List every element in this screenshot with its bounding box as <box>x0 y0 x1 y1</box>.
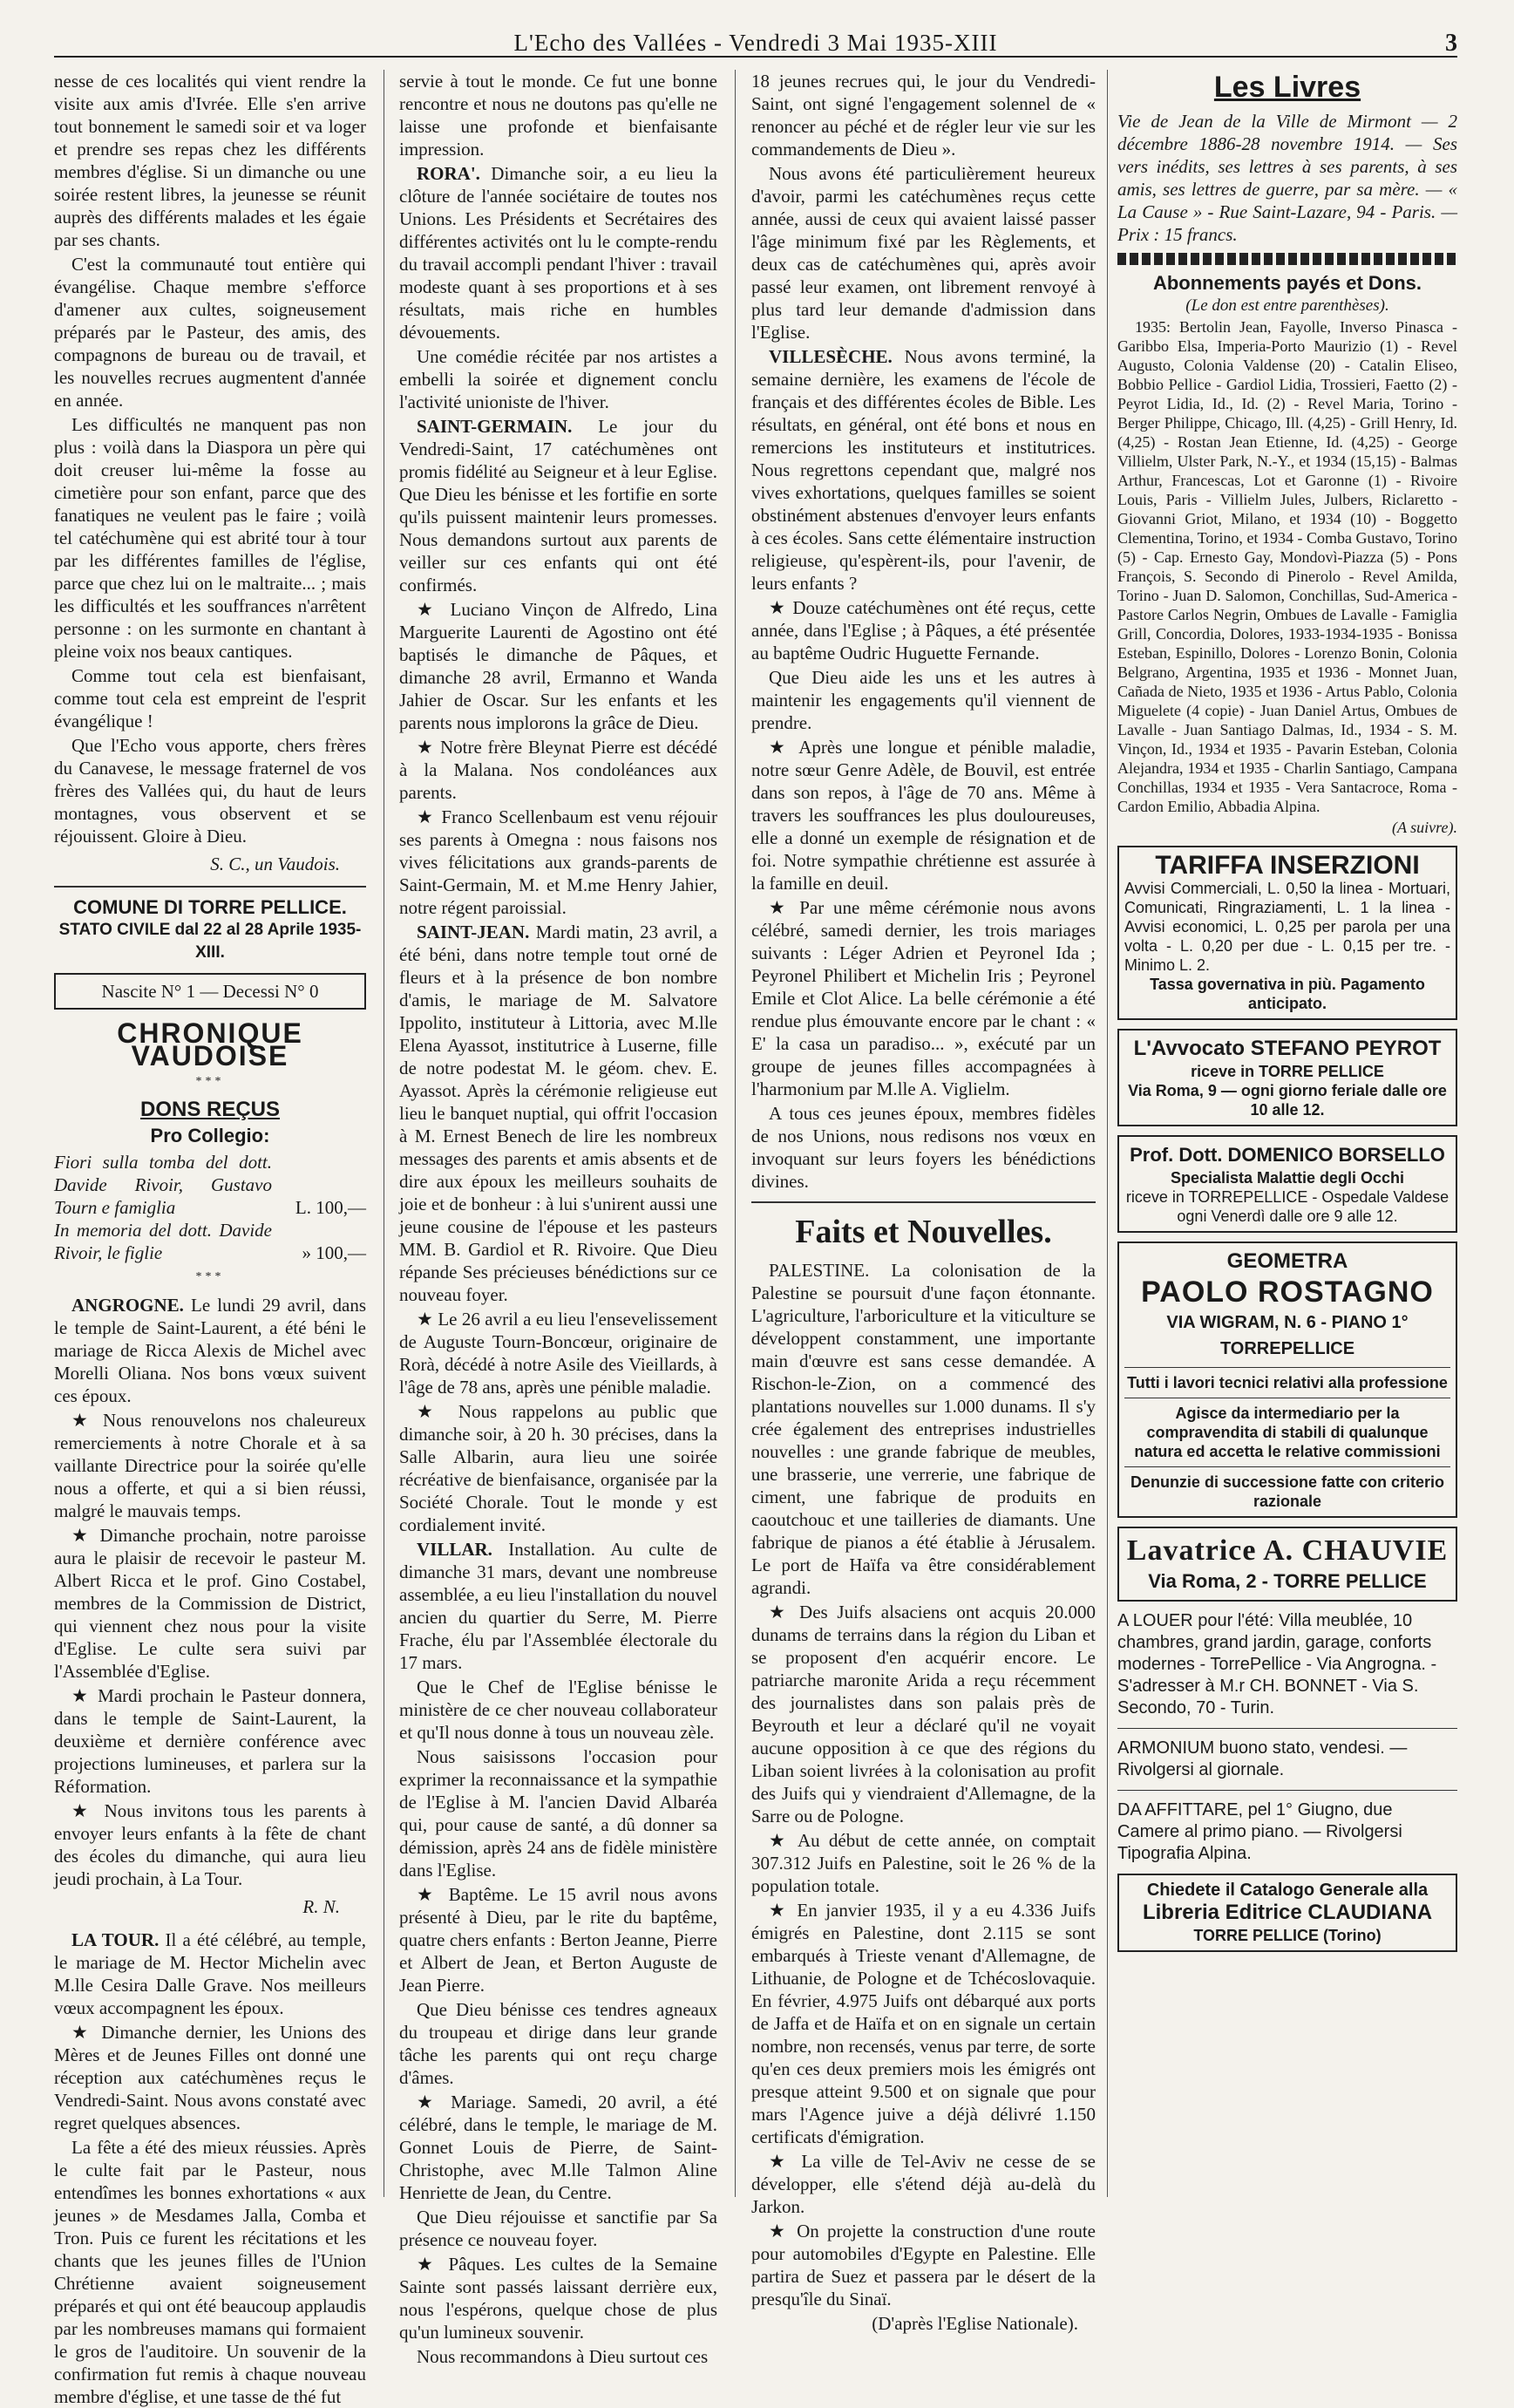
article-paragraph: ★ En janvier 1935, il y a eu 4.336 Juifs émigrés en Palestine, dont 2.115 se sont embarqués à Trieste venant d'Allemagne, de Lithuanie, de Pologne et de Tchécoslovaquie. En février, 4.975 Juifs ont débarqué aux ports de Jaffa et de Haïfa et on en signale un certain nombre, non recensés, venus par terre, de sorte qu'en ces deux premiers mois les émigrés ont presque atteint 9.500 et on signale que pour mars l'Agence juive a déjà délivré 1.150 certificats d'émigration. <box>751 1900 1096 2147</box>
article-paragraph: Les difficultés ne manquent pas non plus : voilà dans la Diaspora un père qui doit creuser lui-même la fosse au cimetière pour son enfant, parce que des fanatiques ne veulent pas le faire ; voilà tel catéchumène qui est abrité tour à tour par les différentes familles de l'église, parce que chez lui on le maltraite... ; mais les difficultés et les souffrances n'arrêtent personne : on les surmonte en chantant à pleine voix nos beaux cantiques. <box>54 414 366 662</box>
ad-title: Prof. Dott. DOMENICO BORSELLO <box>1130 1144 1445 1166</box>
article-paragraph: ★ Dimanche prochain, notre paroisse aura le plaisir de recevoir le pasteur M. Albert Ricca et le prof. Gino Costabel, membres de la Commission de District, qui viennent chez nous pour la visite d'Eglise. Le culte sera suivi par l'Assemblée d'Eglise. <box>54 1525 366 1682</box>
article-paragraph: Nous avons été particulièrement heureux d'avoir, parmi les catéchumènes reçus cette année, aussi de ceux qui avaient laissé passer l'âge minimum fixé par les Règlements, et deux cas de catéchumènes qui, après avoir passé leur examen, ont librement renvoyé à plus tard leur demande d'admission dans l'Eglise. <box>751 163 1096 343</box>
ad-title: Libreria Editrice CLAUDIANA <box>1142 1901 1433 1924</box>
ad-line: Tutti i lavori tecnici relativi alla professione <box>1127 1374 1448 1391</box>
ad-note: Tassa governativa in più. Pagamento anticipato. <box>1150 976 1425 1012</box>
ad-tariffa <box>1117 846 1457 1020</box>
article-paragraph: A tous ces jeunes époux, membres fidèles de nos Unions, nous redisons nos vœux en invoquant sur leurs foyers les bénédictions divines. <box>751 1103 1096 1192</box>
section-lead: SAINT-JEAN. <box>417 922 530 942</box>
faits-title: Faits et Nouvelles. <box>795 1214 1052 1250</box>
article-source: (D'après l'Eglise Nationale). <box>872 2313 1078 2334</box>
article-paragraph: Le jour du Vendredi-Saint, 17 catéchumènes ont promis fidélité au Seigneur et à leur Eglise. Que Dieu les bénisse et les fortifie en sorte qu'ils puissent maintenir leurs promesses. Nous demandons surtout aux parents de veiller sur ces enfants qui ont été confirmés. <box>399 416 717 595</box>
nascite-decessi-box: Nascite N° 1 — Decessi N° 0 <box>54 973 366 1010</box>
article-paragraph: ★ Mariage. Samedi, 20 avril, a été célébré, dans le temple, le mariage de M. Gonnet Louis de Pierre, de Saint-Christophe, avec M.lle Talmon Aline Henriette de Jean, du Centre. <box>399 2092 717 2203</box>
article-paragraph: Le lundi 29 avril, dans le temple de Saint-Laurent, a été béni le mariage de Ricca Alexis de Michel avec Morelli Oliana. Nos bons vœux suivent ces époux. <box>54 1295 367 1406</box>
article-paragraph: Que Dieu réjouisse et sanctifie par Sa présence ce nouveau foyer. <box>399 2207 717 2250</box>
column-divider <box>1107 70 1108 2197</box>
article-paragraph: La fête a été des mieux réussies. Après le culte fait par le Pasteur, nous entendîmes les bonnes exhortations « aux jeunes » de Mesdames Jalla, Comba et Tron. Puis ce furent les récitations et les chants que les jeunes filles de l'Union Chrétienne avaient soigneusement préparés et qui ont été beaucoup applaudis par les nombreuses mamans qui formaient le gros de l'auditoire. Un souvenir de la confirmation fut remis à chaque nouveau membre d'église, et une tasse de thé fut <box>54 2137 366 2407</box>
page-header <box>54 30 1457 58</box>
ad-line: riceve in TORRE PELLICE <box>1191 1063 1384 1080</box>
ornamental-border <box>1117 253 1457 265</box>
ad-line: Denunzie di successione fatte con criterio razionale <box>1130 1473 1445 1510</box>
article-paragraph: ★ Après une longue et pénible maladie, notre sœur Genre Adèle, de Bouvil, est entrée dans son repos, à l'âge de 70 ans. Même à travers les souffrances les plus douloureuses, elle a donné un exemple de résignation et de foi. Notre sympathie chrétienne est assurée à la famille en deuil. <box>751 737 1096 894</box>
article-paragraph: ★ Par une même cérémonie nous avons célébré, samedi dernier, les trois mariages suivants : Léger Adrien et Peyronel Ida ; Peyronel Philibert et Michelin Iris ; Peyronel Emile et Clot Alice. La belle cérémonie a été rendue plus émouvante encore par le chant : « E' la casa un paradiso... », exécuté par un groupe de jeunes filles accompagnées à l'harmonium par M.lle A. Viglielm. <box>751 897 1096 1099</box>
signature: R. N. <box>302 1896 340 1917</box>
section-lead: PALESTINE. <box>769 1260 870 1281</box>
article-paragraph: servie à tout le monde. Ce fut une bonne rencontre et nous ne doutons pas qu'elle ne laisse une profonde et bienfaisante impression. <box>399 71 717 160</box>
ad-line: TORRE PELLICE (Torino) <box>1193 1927 1382 1944</box>
article-paragraph: Que Dieu aide les uns et les autres à maintenir les engagements qu'il viennent de prendre. <box>751 667 1096 733</box>
divider <box>1117 1728 1457 1729</box>
ad-line: Agisce da intermediario per la compravendita di stabili di qualunque natura ed accetta le relative commissioni <box>1134 1405 1441 1460</box>
signature: S. C., un Vaudois. <box>210 854 340 874</box>
article-paragraph: ★ Douze catéchumènes ont été reçus, cette année, dans l'Eglise ; à Pâques, a été présentée au baptême Oudric Huguette Fernande. <box>751 597 1096 663</box>
livres-title: Les Livres <box>1213 71 1361 104</box>
article-paragraph: ★ Nous renouvelons nos chaleureux remerciements à notre Chorale et à sa vaillante Directrice pour la soirée qu'elle nous a offerte, et qui a si bien réussi, malgré le mauvais temps. <box>54 1410 366 1521</box>
don-label: Fiori sulla tomba del dott. Davide Rivoir, Gustavo Tourn e famiglia <box>54 1152 272 1218</box>
article-paragraph: ★ Notre frère Bleynat Pierre est décédé à la Malana. Nos condoléances aux parents. <box>399 737 717 803</box>
article-paragraph: Que le Chef de l'Eglise bénisse le ministère de ce cher nouveau collaborateur et qu'Il nous donne à tous un nouveau zèle. <box>399 1677 717 1743</box>
ad-geometra <box>1117 1241 1457 1518</box>
a-suivre: (A suivre). <box>1392 819 1457 836</box>
article-paragraph: ★ Des Juifs alsaciens ont acquis 20.000 dunams de terrains dans la région du Liban et se proposent d'en acquérir encore. Le patriarche maronite Arida a reçu récemment des journalistes dans son palais près de Beyrouth et leur a déclaré qu'il ne voyait aucune opposition à ce que des régions du Liban soient livrées à la colonisation au profit des Juifs qui y viendraient d'Allemagne, de la Sarre ou de Pologne. <box>751 1602 1096 1826</box>
section-lead: VILLESÈCHE. <box>769 346 893 367</box>
abbonamenti-title: Abonnements payés et Dons. <box>1152 272 1422 294</box>
ad-title: L'Avvocato STEFANO PEYROT <box>1133 1037 1442 1060</box>
don-label: In memoria del dott. Davide Rivoir, le figlie <box>54 1220 272 1263</box>
livres-text: Vie de Jean de la Ville de Mirmont — 2 décembre 1886-28 novembre 1914. — Ses vers inédits, ses lettres à ses parents, à ses amis, ses lettres de guerre, par sa mère. — « La Cause » - Rue Saint-Lazare, 94 - Paris. — Prix : 15 francs. <box>1117 111 1457 245</box>
section-lead: ANGROGNE. <box>71 1295 184 1316</box>
ad-line: Specialista Malattie degli Occhi <box>1170 1169 1405 1187</box>
article-paragraph: ★ On projette la construction d'une route pour automobiles d'Egypte en Palestine. Elle partira de Suez et passera par le désert de la presqu'île du Sinaï. <box>751 2221 1096 2309</box>
article-paragraph: Nous saisissons l'occasion pour exprimer la reconnaissance et la sympathie de l'Eglise à M. l'ancien David Albaréa qui, pour cause de santé, a dû donner sa démission, après 24 ans de fidèle ministère dans l'Eglise. <box>399 1746 717 1881</box>
don-entry <box>54 1219 366 1264</box>
don-amount: L. 100,— <box>295 1197 366 1218</box>
article-paragraph: ★ Le 26 avril a eu lieu l'ensevelissement de Auguste Tourn-Boncœur, originaire de Rorà, décédé à notre Asile des Vieillards, à l'âge de 78 ans, après une pénible maladie. <box>399 1309 717 1398</box>
don-entry <box>54 1151 366 1219</box>
ornament: *** <box>195 1270 225 1283</box>
chronique-title: CHRONIQUE VAUDOISE <box>117 1017 303 1071</box>
ornament: *** <box>195 1075 225 1088</box>
article-paragraph: Dimanche soir, a eu lieu la clôture de l'année sociétaire de toutes nos Unions. Les Présidents et Secrétaires des différentes activités ont lu le compte-rendu du travail accompli pendant l'hiver : travail modeste quant à ses proportions et à ses résultats, mais riche en humbles dévouements. <box>399 163 718 343</box>
ad-line: Chiedete il Catalogo Generale alla <box>1146 1881 1429 1900</box>
article-paragraph: ★ Nous rappelons au public que dimanche soir, à 20 h. 30 précises, dans la Salle Albarin, aura lieu une soirée récréative de bienfaisance, organisée par la Société Chorale. Tout le monde y est cordialement invité. <box>399 1401 717 1535</box>
ad-affittare: DA AFFITTARE, pel 1° Giugno, due Camere al primo piano. — Rivolgersi Tipografia Alpina. <box>1117 1800 1402 1863</box>
ad-claudiana <box>1117 1874 1457 1952</box>
ad-line: Via Roma, 9 — ogni giorno feriale dalle ore 10 alle 12. <box>1128 1082 1447 1119</box>
article-paragraph: ★ Pâques. Les cultes de la Semaine Sainte sont passés laissant derrière eux, nous l'espérons, quelque chose de plus qu'un lumineux souvenir. <box>399 2254 717 2343</box>
pro-collegio: Pro Collegio: <box>150 1125 270 1146</box>
ad-line: riceve in TORREPELLICE - Ospedale Valdese ogni Venerdì dalle ore 9 alle 12. <box>1125 1188 1450 1225</box>
ad-lavatrice <box>1117 1527 1457 1602</box>
article-paragraph: ★ Nous invitons tous les parents à envoyer leurs enfants à la fête de chant des écoles du dimanche, qui aura lieu jeudi prochain, à La Tour. <box>54 1800 366 1889</box>
stato-civile: STATO CIVILE dal 22 al 28 Aprile 1935-XIII. <box>58 921 362 962</box>
column-1 <box>54 70 367 2407</box>
newspaper-title: L'Echo des Vallées - Vendredi 3 Mai 1935-XIII <box>513 30 998 56</box>
divider <box>1124 1466 1450 1467</box>
article-paragraph: Que l'Echo vous apporte, chers frères du Canavese, le message fraternel de vos frères des Vallées qui, du haut de leurs montagnes, vous observent et se réjouissent. Gloire à Dieu. <box>54 735 366 847</box>
ad-line: TORREPELLICE <box>1219 1339 1355 1358</box>
divider <box>751 1201 1096 1203</box>
ad-line: GEOMETRA <box>1226 1249 1348 1273</box>
ad-title: Lavatrice A. CHAUVIE <box>1126 1534 1449 1567</box>
article-paragraph: ★ Baptême. Le 15 avril nous avons présenté à Dieu, par le rite du baptême, quatre chers enfants : Berton Jeanne, Pierre et Albert de Jean, et Berton Auguste de Jean Pierre. <box>399 1884 717 1996</box>
article-paragraph: Une comédie récitée par nos artistes a embelli la soirée et dignement conclu l'activité unioniste de l'hiver. <box>399 346 717 412</box>
comune-title: COMUNE DI TORRE PELLICE. <box>73 896 347 918</box>
ad-title: PAOLO ROSTAGNO <box>1141 1275 1434 1309</box>
section-lead: LA TOUR. <box>71 1929 160 1950</box>
article-paragraph: Nous avons terminé, la semaine dernière, les examens de l'école de français et des différentes écoles de Bible. Les résultats, en général, ont été bons et nous en remercions les instituteurs et institutrices. Nous regrettons cependant que, malgré nos vives exhortations, quelques familles se soient obstinément abstenues d'envoyer leurs enfants à ces écoles. Sans cette élémentaire instruction religieuse, qu'espèrent-ils, pour l'avenir, de leurs enfants ? <box>751 346 1096 594</box>
ad-armonium: ARMONIUM buono stato, vendesi. — Rivolgersi al giornale. <box>1117 1738 1408 1779</box>
column-2 <box>399 70 718 2367</box>
article-paragraph: Comme tout cela est bienfaisant, comme tout cela est empreint de l'esprit évangélique ! <box>54 665 366 731</box>
article-paragraph: ★ Luciano Vinçon de Alfredo, Lina Marguerite Laurenti de Agostino ont été baptisés le dimanche de Pâques, et dimanche 28 avril, Ermanno et Wanda Jahier de Oscar. Sur les enfants et les parents nous implorons la grâce de Dieu. <box>399 599 717 733</box>
article-paragraph: 18 jeunes recrues qui, le jour du Vendredi-Saint, ont signé l'engagement solennel de « renoncer au péché et de régler leur vie sur les commandements de Dieu ». <box>751 71 1096 160</box>
article-paragraph: Mardi matin, 23 avril, a été béni, dans notre temple tout orné de fleurs et à la présence de bon nombre d'amis, le mariage de M. Salvatore Ippolito, instituteur à Littoria, avec M.lle Elena Ayassot, institutrice à Luserne, fille de notre podestat M. le géom. chev. E. Ayassot. Après la cérémonie religieuse eut lieu le banquet nuptial, qui offrit l'occasion à M. Ernest Benech de lire les nombreux messages des parents et amis absents et de dire aux époux les meilleurs souhaits de joie et de bonheur : à lui s'unirent aussi une jeune cousine de l'épouse et les pasteurs MM. B. Gardiol et R. Rivoire. Que Dieu répande Ses précieuses bénédictions sur ce nouveau foyer. <box>399 922 718 1305</box>
section-lead: SAINT-GERMAIN. <box>417 416 573 437</box>
article-paragraph: Que Dieu bénisse ces tendres agneaux du troupeau et dirige dans leur grande tâche les parents qui ont reçu charge d'âmes. <box>399 1999 717 2088</box>
ad-avvocato <box>1117 1029 1457 1126</box>
ad-line: Via Roma, 2 - TORRE PELLICE <box>1148 1570 1427 1592</box>
column-4 <box>1117 70 1457 2201</box>
ad-line: VIA WIGRAM, N. 6 - PIANO 1° <box>1166 1313 1409 1332</box>
ad-text: Avvisi Commerciali, L. 0,50 la linea - Mortuari, Comunicati, Ringraziamenti, L. 1 la linea - Avvisi economici, L. 0,25 per parola per una volta - L. 0,20 per due - L. 0,15 per tre. - Minimo L. 2. <box>1124 880 1450 974</box>
divider <box>1124 1367 1450 1368</box>
article-paragraph: C'est la communauté tout entière qui évangélise. Chaque membre s'efforce d'amener aux cultes, soigneusement préparés par le Pasteur, des amis, des compagnons de bureau ou de travail, et les nouvelles recrues augmentent d'année en année. <box>54 254 366 411</box>
abbonamenti-subtitle: (Le don est entre parenthèses). <box>1185 296 1389 315</box>
don-amount: » 100,— <box>302 1242 366 1263</box>
ad-title: TARIFFA INSERZIONI <box>1155 851 1420 880</box>
section-lead: RORA'. <box>417 163 480 184</box>
ad-louer: A LOUER pour l'été: Villa meublée, 10 chambres, grand jardin, garage, conforts modernes - TorrePellice - Via Angrogna. - S'adresser à M.r CH. BONNET - Via S. Secondo, 70 - Turin. <box>1117 1611 1437 1718</box>
article-paragraph: ★ Dimanche dernier, les Unions des Mères et de Jeunes Filles ont donné une réception aux catéchumènes reçus le Vendredi-Saint. Nous avons constaté avec regret quelques absences. <box>54 2022 366 2133</box>
abbonamenti-list: 1935: Bertolin Jean, Fayolle, Inverso Pinasca - Garibbo Elsa, Imperia-Porto Maurizio (1) - Revel Augusto, Colonia Valdense (20) - Catalin Eliseo, Bobbio Pellice - Gardiol Lidia, Trossieri, Faetto (2) - Peyrot Lidia, Id., Id. (2) - Revel Maria, Torino - Berger Philippe, Chicago, Ill. (4,25) - Grill Henry, Id. (4,25) - Rostan Jean Etienne, Id. (4,25) - George Villielm, Ulster Park, N.-Y., et 1934 (15,15) - Balmas Arthur, Francescas, Lot et Garonne (1) - Rivoire Louis, Paris - Villielm Jules, Julbers, Riclaretto - Giovanni Griot, Milano, et 1934 (10) - Boggetto Clementina, Torino, et 1934 - Comba Gustavo, Torino (5) - Cap. Ernesto Gay, Mondovì-Piazza (5) - Pons François, S. Secondo di Pinerolo - Revel Amilda, Torino - Juan D. Salomon, Conchillas, Sud-America - Pastore Carlos Negrin, Ombues de Lavalle - Famiglia Grill, Concordia, Dolores, 1933-1934-1935 - Bonissa Esteban, Espinillo, Dolores - Lorenzo Bonin, Colonia Belgrano, Argentina, 1935 et 1936 - Monnet Juan, Cañada de Nieto, 1935 et 1936 - Artus Pablo, Colonia Miguelete (4 copie) - Juan Daniel Artus, Ombues de Lavalle - Juan Santiago Dalmas, Id., 1934 - S. M. Vinçon, Id., 1934 et 1935 - Pavarin Esteban, Colonia Alejandra, 1934 et 1935 - Charlin Santiago, Campana Conchillas, 1934 et 1935 - Vera Santacroce, Roma - Cardon Emilio, Abbadia Alpina. <box>1117 318 1457 815</box>
column-3 <box>751 70 1096 2334</box>
divider <box>54 886 366 888</box>
page-number: 3 <box>1445 30 1457 57</box>
article-paragraph: ★ La ville de Tel-Aviv ne cesse de se développer, elle s'étend déjà au-delà du Jarkon. <box>751 2151 1096 2217</box>
article-paragraph: ★ Franco Scellenbaum est venu réjouir ses parents à Omegna : nous faisons nos vives félicitations aux grands-parents de Saint-Germain, M. et M.me Henry Jahier, notre régent paroissial. <box>399 806 717 918</box>
article-paragraph: ★ Au début de cette année, on comptait 307.312 Juifs en Palestine, soit le 26 % de la population totale. <box>751 1830 1096 1896</box>
article-paragraph: nesse de ces localités qui vient rendre la visite aux amis d'Ivrée. Elle s'en arrive tout bonnement le samedi soir et va loger et prendre ses repas chez les différents membres d'église. Si un dimanche ou une soirée restent libres, la jeunesse se réunit auprès des différents malades et les égaie par ses chants. <box>54 71 366 250</box>
column-divider <box>735 70 736 2197</box>
dons-title: DONS REÇUS <box>139 1098 281 1121</box>
article-paragraph: Installation. Au culte de dimanche 31 mars, devant une nombreuse assemblée, a eu lieu l'installation du nouvel ancien du quartier du Serre, M. Pierre Frache, élu par l'Assemblée électorale du 17 mars. <box>399 1539 717 1673</box>
article-paragraph: Nous recommandons à Dieu surtout ces <box>417 2346 709 2367</box>
ad-professore <box>1117 1135 1457 1233</box>
article-paragraph: Il a été célébré, au temple, le mariage de M. Hector Michelin avec M.lle Cesira Dalle Grave. Nos meilleurs vœux accompagnent les époux. <box>54 1929 367 2018</box>
article-paragraph: ★ Mardi prochain le Pasteur donnera, dans le temple de Saint-Laurent, la deuxième et dernière conférence avec projections lumineuses, et parlera sur la Réformation. <box>54 1685 366 1797</box>
section-lead: VILLAR. <box>417 1539 492 1560</box>
article-paragraph: La colonisation de la Palestine se poursuit d'une façon étonnante. L'agriculture, l'arboriculture et la viticulture se développent constamment, une importante main d'œuvre est sans cesse demandée. A Rischon-le-Zion, on a commencé des plantations nouvelles sur 1.000 dunams. Il s'y crée également des entreprises industrielles nouvelles : une grande fabrique de meubles, une brasserie, une verrerie, une fabrique de ciment, une fabrique de produits en caoutchouc et une tailleries de diamants. Une fabrique de pianos a été établie à Jérusalem. Le port de Haïfa va être considérablement agrandi. <box>751 1260 1096 1598</box>
divider <box>1117 1790 1457 1791</box>
